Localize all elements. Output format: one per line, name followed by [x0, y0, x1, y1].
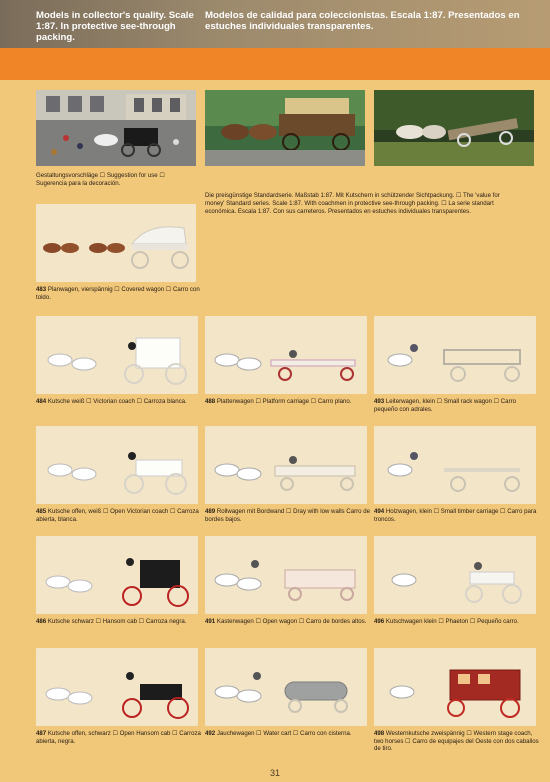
product-photo-493	[374, 316, 536, 394]
item-number: 494	[374, 508, 385, 515]
page-number: 31	[269, 768, 280, 778]
product-photo-484	[36, 316, 198, 394]
item-description: Kutsche weiß ☐ Victorian coach ☐ Carroza blanca.	[47, 398, 187, 405]
item-description: Kutsche offen, weiß ☐ Open Victorian coach ☐ Carroza abierta, blanca.	[36, 508, 199, 523]
product-photo-491	[205, 536, 367, 614]
item-number: 485	[36, 508, 47, 515]
item-caption-484	[36, 398, 202, 406]
orange-stripe	[0, 48, 550, 80]
item-description: Rollwagen mit Bordwand ☐ Dray with low walls Carro de bordes bajos.	[205, 508, 370, 523]
item-number: 484	[36, 398, 47, 405]
product-photo-492	[205, 648, 367, 726]
item-caption-492	[205, 730, 371, 738]
item-description: Kutschwagen klein ☐ Phaeton ☐ Pequeño carro.	[385, 618, 519, 625]
product-photo-485	[36, 426, 198, 504]
item-caption-491	[205, 618, 371, 626]
item-number: 491	[205, 618, 216, 625]
product-photo-489	[205, 426, 367, 504]
standard-series-info: Die preisgünstige Standardserie. Maßstab 1:87. Mit Kutschern in schützender Sichtpackung. ☐ The 'value for money' Standard series. Scale 1:87. With coachmen in protective see-through packing. ☐ La serie standart económica. Escala 1:87. Con sus carreteros. Presentados en estuches individuales transparentes.	[205, 192, 500, 215]
product-photo-488	[205, 316, 367, 394]
item-number: 498	[374, 730, 385, 737]
item-description: Planwagen, vierspännig ☐ Covered wagon ☐ Carro con toldo.	[36, 286, 200, 301]
item-number: 493	[374, 398, 385, 405]
product-photo-487	[36, 648, 198, 726]
item-description: Plattenwagen ☐ Platform carriage ☐ Carro plano.	[216, 398, 352, 405]
header-band	[0, 0, 550, 48]
item-number: 483	[36, 286, 47, 293]
scene-photo-town	[36, 90, 196, 166]
item-caption-494	[374, 508, 540, 523]
item-caption-487	[36, 730, 202, 745]
item-description: Jauchewagen ☐ Water cart ☐ Carro con cisterna.	[216, 730, 352, 737]
item-description: Kutsche offen, schwarz ☐ Open Hansom cab ☐ Carroza abierta, negra.	[36, 730, 201, 745]
item-caption-493	[374, 398, 540, 413]
product-photo-494	[374, 426, 536, 504]
item-number: 487	[36, 730, 47, 737]
item-number: 489	[205, 508, 216, 515]
item-caption-483	[36, 286, 202, 301]
item-caption-486	[36, 618, 202, 626]
header-spanish: Modelos de calidad para coleccionistas. Escala 1:87. Presentados en estuches individuales transparentes.	[205, 10, 520, 32]
item-caption-488	[205, 398, 371, 406]
product-photo-483	[36, 204, 196, 282]
item-number: 492	[205, 730, 216, 737]
item-caption-485	[36, 508, 202, 523]
item-description: Holzwagen, klein ☐ Small timber carriage ☐ Carro para troncos.	[374, 508, 537, 523]
suggestion-caption: Gestaltungsvorschläge ☐ Suggestion for use ☐ Sugerencia para la decoración.	[36, 172, 165, 187]
product-photo-496	[374, 536, 536, 614]
product-photo-486	[36, 536, 198, 614]
item-description: Kastenwagen ☐ Open wagon ☐ Carro de bordes altos.	[216, 618, 367, 625]
item-caption-496	[374, 618, 540, 626]
item-description: Kutsche schwarz ☐ Hansom cab ☐ Carroza negra.	[47, 618, 187, 625]
item-number: 496	[374, 618, 385, 625]
item-description: Leiterwagen, klein ☐ Small rack wagon ☐ Carro pequeño con adrales.	[374, 398, 517, 413]
product-photo-498	[374, 648, 536, 726]
item-number: 488	[205, 398, 216, 405]
item-caption-498	[374, 730, 540, 753]
header-english: Models in collector's quality. Scale 1:87. In protective see-through packing.	[36, 10, 194, 43]
item-description: Westernkutsche zweispännig ☐ Western stage coach, two horses ☐ Carro de equipajes del Oeste con dos caballos de tiro.	[374, 730, 539, 752]
item-caption-489	[205, 508, 371, 523]
scene-photo-forest	[374, 90, 534, 166]
item-number: 486	[36, 618, 47, 625]
scene-photo-brewery	[205, 90, 365, 166]
